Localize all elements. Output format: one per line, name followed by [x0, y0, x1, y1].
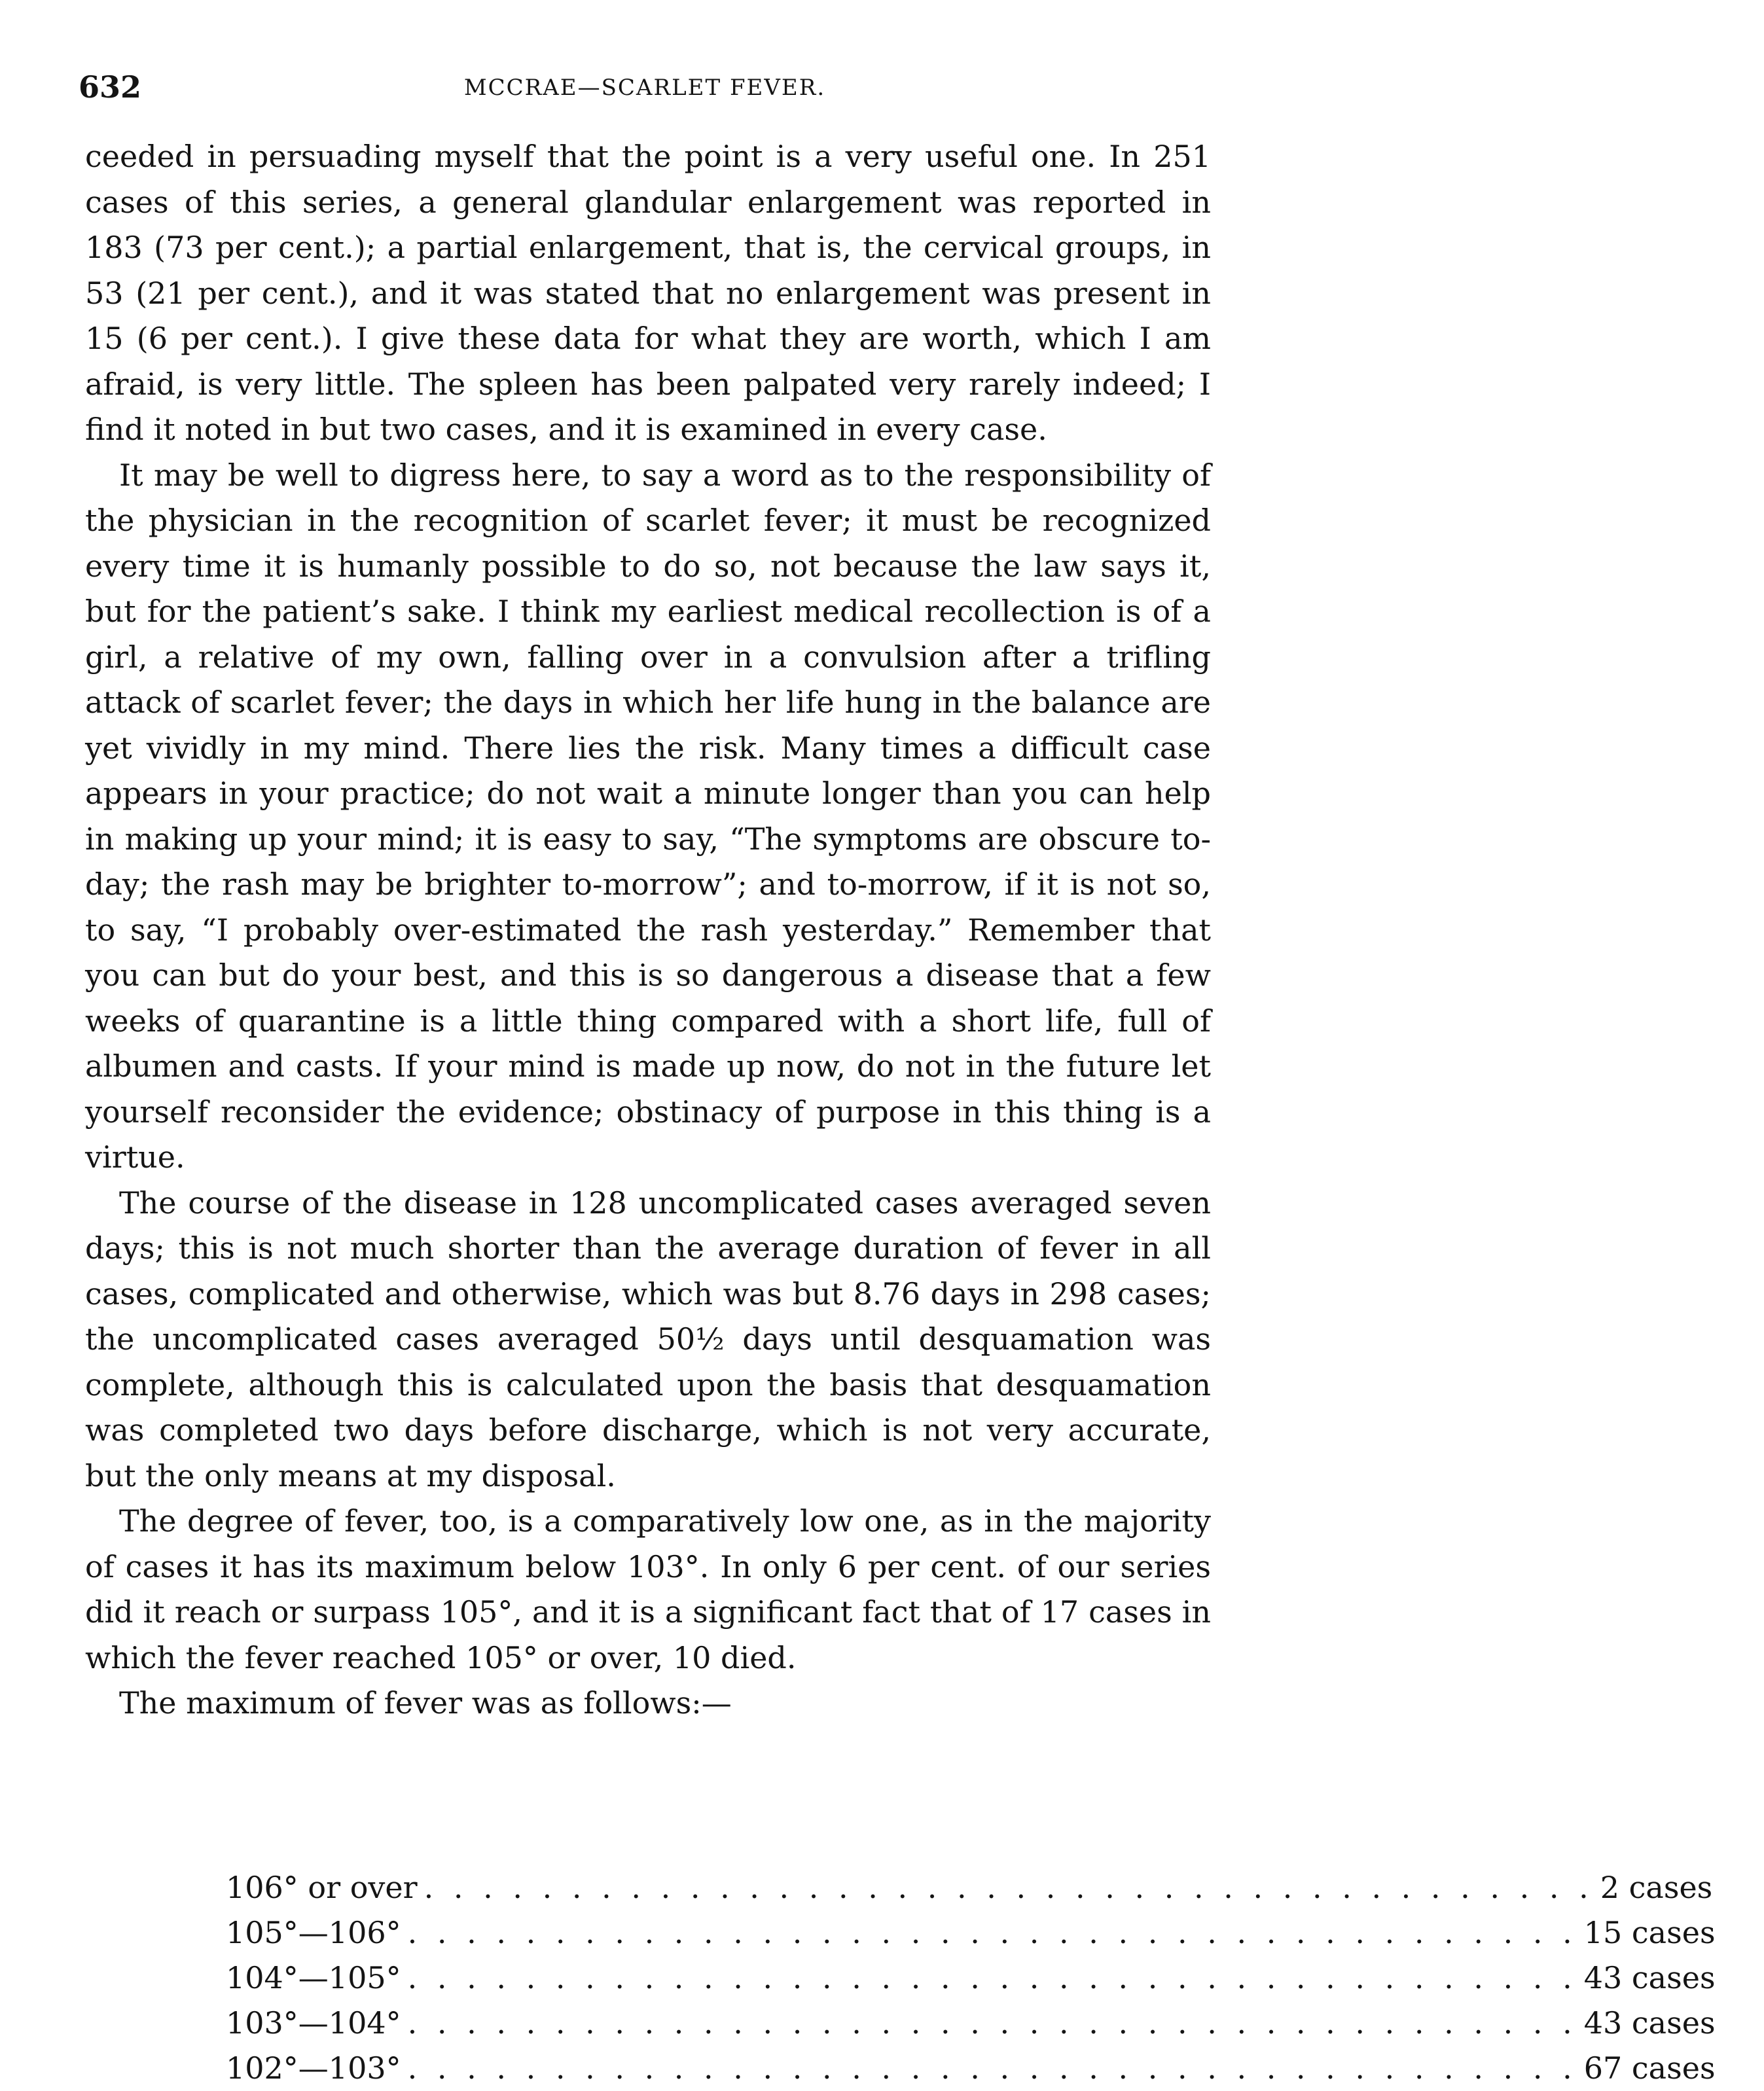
- table-row: [226, 2046, 1716, 2091]
- case-count: 2 cases: [1600, 1870, 1713, 1905]
- dot-leader: . . . . . . . . . . . . . . . . . . . . . . . . . . . . . . . . . . . . . . . .: [407, 2005, 1577, 2041]
- page-number: 632: [79, 69, 142, 105]
- case-count: 43 cases: [1583, 1960, 1716, 1995]
- fever-maximum-table: [226, 1865, 1716, 2091]
- case-count: 15 cases: [1583, 1915, 1716, 1950]
- body-text: [85, 134, 1211, 1726]
- fever-range: 106° or over: [226, 1870, 418, 1905]
- fever-range: 104°—105°: [226, 1960, 401, 1995]
- paragraph-table-intro: The maximum of fever was as follows:—: [119, 1685, 732, 1721]
- page-header: [79, 69, 1211, 109]
- dot-leader: . . . . . . . . . . . . . . . . . . . . . . . . . . . . . . . . . . . . . . . .: [407, 2050, 1577, 2086]
- table-row: [226, 1910, 1716, 1956]
- paragraph-course-of-disease: The course of the disease in 128 uncomplicated cases averaged seven days; this is not much shorter than the average duration of fever in all cases, complicated and otherwise, which was but 8.76 days in 298 cases; the uncomplicated cases averaged 50½ days until desquamation was complete, although this is calculated upon the basis that desquamation was completed two days before discharge, which is not very accurate, but the only means at my disposal.: [85, 1185, 1211, 1493]
- dot-leader: . . . . . . . . . . . . . . . . . . . . . . . . . . . . . . . . . . . . . . . .: [423, 1870, 1594, 1905]
- dot-leader: . . . . . . . . . . . . . . . . . . . . . . . . . . . . . . . . . . . . . . . .: [407, 1915, 1577, 1950]
- paragraph-responsibility: It may be well to digress here, to say a word as to the responsibility of the physician in the recognition of scarlet fever; it must be recognized every time it is humanly possible to do so, not because the law says it, but for the patient’s sake. I think my earliest medical recollection is of a girl, a relative of my own, falling over in a convulsion after a trifling attack of scarlet fever; the days in which her life hung in the balance are yet vividly in my mind. There lies the risk. Many times a difficult case appears in your practice; do not wait a minute longer than you can help in making up your mind; it is easy to say, “The symptoms are obscure to-day; the rash may be brighter to-morrow”; and to-morrow, if it is not so, to say, “I probably over-estimated the rash yesterday.” Remember that you can but do your best, and this is so dangerous a disease that a few weeks of quarantine is a little thing compared with a short life, full of albumen and casts. If your mind is made up now, do not in the future let yourself reconsider the evidence; obstinacy of purpose in this thing is a virtue.: [85, 457, 1211, 1175]
- table-row: [226, 1956, 1716, 2001]
- fever-range: 105°—106°: [226, 1915, 401, 1950]
- running-head: MCCRAE—SCARLET FEVER.: [463, 75, 826, 101]
- case-count: 67 cases: [1583, 2050, 1716, 2086]
- case-count: 43 cases: [1583, 2005, 1716, 2041]
- paragraph-glandular-enlargement: ceeded in persuading myself that the point is a very useful one. In 251 cases of this series, a general glandular enlargement was reported in 183 (73 per cent.); a partial enlargement, that is, the cervical groups, in 53 (21 per cent.), and it was stated that no enlargement was present in 15 (6 per cent.). I give these data for what they are worth, which I am afraid, is very little. The spleen has been palpated very rarely indeed; I find it noted in but two cases, and it is examined in every case.: [85, 139, 1211, 447]
- table-row: [226, 1865, 1713, 1910]
- fever-range: 103°—104°: [226, 2005, 401, 2041]
- fever-range: 102°—103°: [226, 2050, 401, 2086]
- table-row: [226, 2001, 1716, 2046]
- dot-leader: . . . . . . . . . . . . . . . . . . . . . . . . . . . . . . . . . . . . . . . .: [407, 1960, 1577, 1995]
- paragraph-degree-of-fever: The degree of fever, too, is a comparatively low one, as in the majority of cases it has its maximum below 103°. In only 6 per cent. of our series did it reach or surpass 105°, and it is a significant fact that of 17 cases in which the fever reached 105° or over, 10 died.: [85, 1503, 1211, 1675]
